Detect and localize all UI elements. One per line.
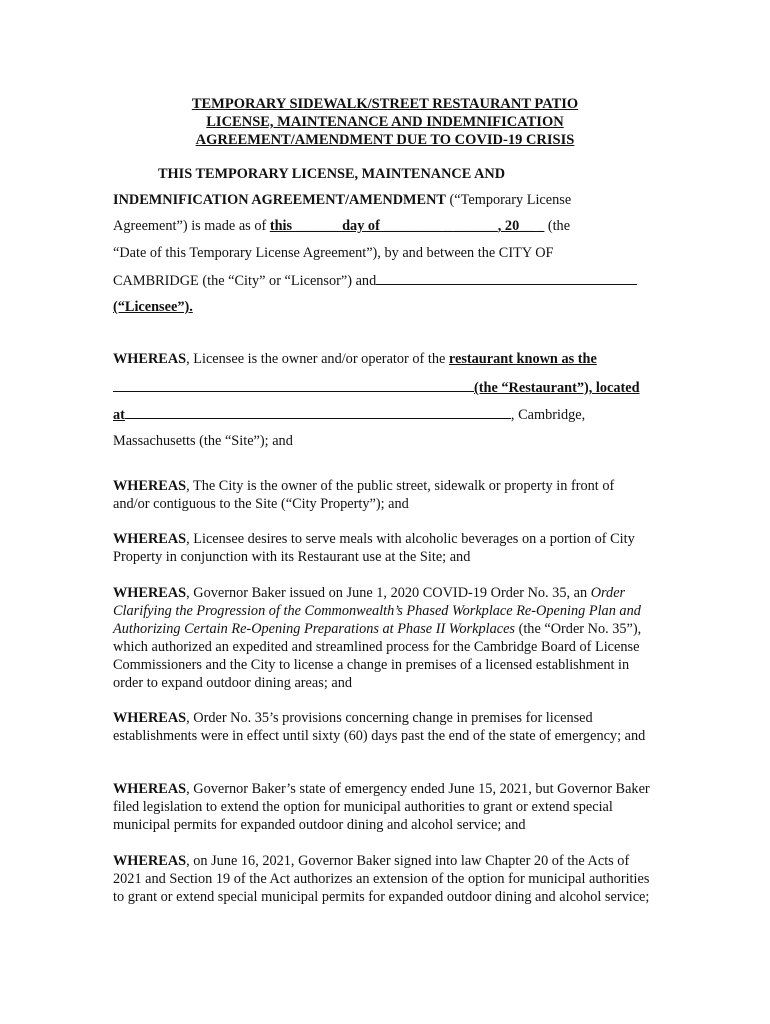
intro-line-3-a: Agreement”) is made as of [113,218,270,234]
licensee-name-blank [376,272,637,285]
whereas-4-order-title: Order Clarifying the Progression of the Commonwealth’s Phased Workplace Re-Opening Plan and Authorizing Certain Re-Opening Preparations at Phase II Workplaces [113,585,641,637]
whereas-1-line-2 [113,379,640,397]
intro-line-2-rest: (“Temporary License [445,192,572,208]
whereas-6 [113,780,653,834]
whereas-7-text: , on June 16, 2021, Governor Baker signed into law Chapter 20 of the Acts of 2021 and Section 19 of the Act authorizes an extension of the option for municipal authorities to grant or extend special municipal permits for expanded outdoor dining and alcohol service; [113,853,650,905]
date-blanks: this ______ day of ________ _ ______, 20__ _ [269,218,545,234]
whereas-5 [113,709,653,745]
whereas-4 [113,584,653,692]
whereas-1-line-4: Massachusetts (the “Site”); and [113,433,293,449]
intro-line-3-b: (the [544,218,571,234]
title-line-2: LICENSE, MAINTENANCE AND INDEMNIFICATION [206,114,564,130]
intro-line-3 [113,218,570,235]
whereas-6-text: , Governor Baker’s state of emergency ended June 15, 2021, but Governor Baker filed legislation to extend the option for municipal authorities to grant or extend special municipal permits for expanded outdoor dining and alcohol service; and [113,781,650,833]
intro-line-5-text: CAMBRIDGE (the “City” or “Licensor”) and [113,273,377,289]
whereas-1-restaurant-text: (the “Restaurant”), located [474,380,640,396]
title-line-1: TEMPORARY SIDEWALK/STREET RESTAURANT PATIO [191,96,579,112]
whereas-2-label: WHEREAS [113,478,187,494]
whereas-1-cambridge: , Cambridge, [510,407,586,423]
intro-line-5 [113,272,637,290]
whereas-3-text: , Licensee desires to serve meals with alcoholic beverages on a portion of City Property in conjunction with its Restaurant use at the Site; and [113,531,635,565]
intro-line-2 [113,192,571,209]
whereas-4-label: WHEREAS [113,585,187,601]
restaurant-name-blank [113,379,474,392]
intro-line-1: THIS TEMPORARY LICENSE, MAINTENANCE AND [158,166,506,182]
whereas-3 [113,530,653,566]
whereas-1-label: WHEREAS [113,351,187,367]
whereas-1-at: at [113,407,125,423]
whereas-4-text-b: (the “Order No. 35”), which authorized an expedited and streamlined process for the Cambridge Board of License Commissioners and the City to license a change in premises of a licensed establishment in order to expand outdoor dining areas; and [113,621,642,691]
whereas-1-text-b: restaurant known as the [448,351,597,367]
whereas-1-line-1 [113,351,597,368]
intro-agreement-name: INDEMNIFICATION AGREEMENT/AMENDMENT [113,192,446,208]
address-blank [125,406,511,419]
whereas-2 [113,477,653,513]
document-title [0,95,770,149]
whereas-7 [113,852,653,906]
whereas-7-label: WHEREAS [113,853,187,869]
whereas-4-text-a: , Governor Baker issued on June 1, 2020 COVID-19 Order No. 35, an [186,585,591,601]
title-line-3: AGREEMENT/AMENDMENT DUE TO COVID-19 CRISIS [195,132,575,148]
intro-line-4: “Date of this Temporary License Agreement”), by and between the CITY OF [113,245,554,261]
whereas-6-label: WHEREAS [113,781,187,797]
whereas-1-line-3 [113,406,585,424]
whereas-3-label: WHEREAS [113,531,187,547]
whereas-2-text: , The City is the owner of the public street, sidewalk or property in front of and/or contiguous to the Site (“City Property”); and [113,478,615,512]
intro-line-6: (“Licensee”). [113,299,193,315]
whereas-1-text-a: , Licensee is the owner and/or operator of the [186,351,449,367]
whereas-5-text: , Order No. 35’s provisions concerning change in premises for licensed establishments were in effect until sixty (60) days past the end of the state of emergency; and [113,710,646,744]
whereas-5-label: WHEREAS [113,710,187,726]
